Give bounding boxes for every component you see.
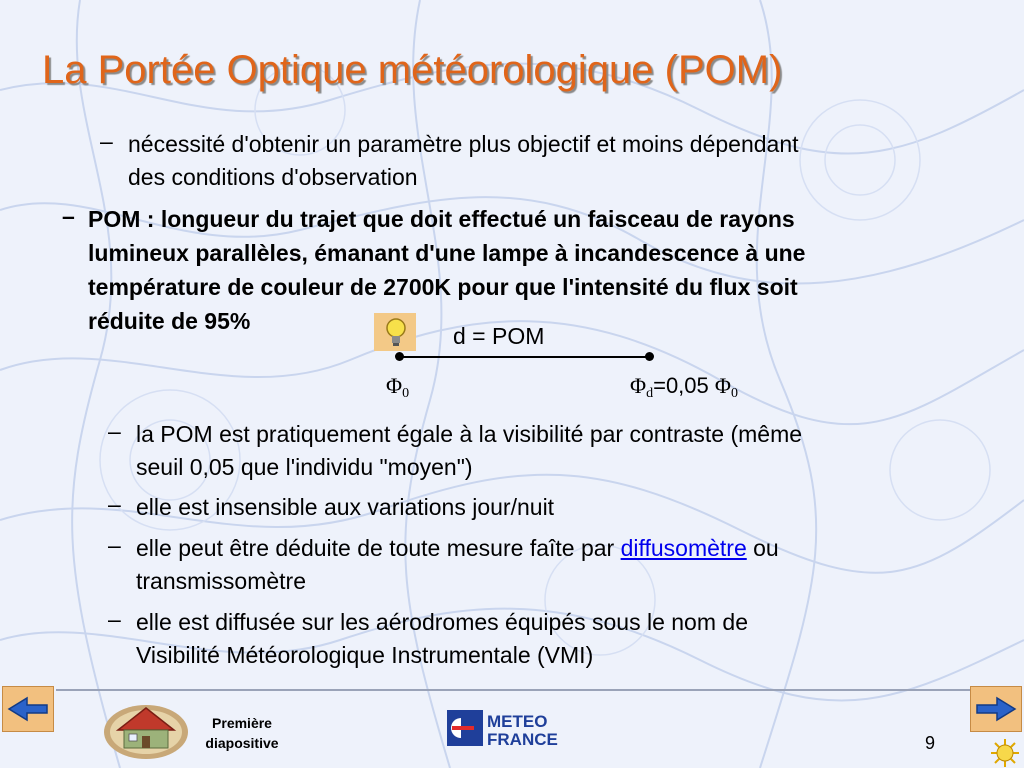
definition-line-1: POM : longueur du trajet que doit effectué un faisceau de rayons bbox=[88, 206, 795, 232]
svg-text:METEO: METEO bbox=[487, 712, 548, 731]
definition-line-3: température de couleur de 2700K pour que l'intensité du flux soit bbox=[88, 274, 798, 300]
bullet-6-line-1: elle est diffusée sur les aérodromes équipés sous le nom de bbox=[136, 609, 748, 635]
definition-line-4: réduite de 95% bbox=[88, 308, 251, 334]
bullet-1-line-2: des conditions d'observation bbox=[128, 164, 418, 190]
phi-zero-label: $\Phi_0$ bbox=[386, 373, 410, 401]
next-slide-button[interactable] bbox=[970, 686, 1022, 732]
bullet-6-line-2: Visibilité Météorologique Instrumentale (VMI) bbox=[136, 642, 594, 668]
page-number: 9 bbox=[925, 733, 936, 753]
bullet-dash: – bbox=[108, 491, 121, 517]
bullet-dash: – bbox=[108, 532, 121, 558]
previous-slide-button[interactable] bbox=[2, 686, 54, 732]
bullet-3-line-1: la POM est pratiquement égale à la visibilité par contraste (même bbox=[136, 421, 803, 447]
bullet-5-line-2: transmissomètre bbox=[136, 568, 306, 594]
meteo-france-logo bbox=[446, 708, 578, 748]
bullet-3-line-2: seuil 0,05 que l'individu "moyen") bbox=[136, 454, 473, 480]
bullet-dash: – bbox=[100, 128, 113, 154]
phi-d-equation: $\Phi_d=0,05$ $\Phi_0$ bbox=[630, 373, 738, 401]
bullet-dash: – bbox=[62, 203, 75, 229]
slide-title: La Portée Optique météorologique (POM) bbox=[42, 48, 783, 92]
diffusometre-link[interactable]: diffusomètre bbox=[620, 535, 747, 561]
light-path-line bbox=[400, 356, 650, 358]
bullet-1-line-1: nécessité d'obtenir un paramètre plus objectif et moins dépendant bbox=[128, 131, 799, 157]
definition-line-2: lumineux parallèles, émanant d'une lampe à incandescence à une bbox=[88, 240, 806, 266]
house-icon[interactable] bbox=[102, 698, 190, 760]
bullet-5-line-1: elle peut être déduite de toute mesure faîte par diffusomètre ou bbox=[136, 535, 779, 561]
first-slide-link[interactable]: Première diapositive bbox=[205, 715, 279, 751]
footer-divider bbox=[56, 689, 970, 691]
svg-text:FRANCE: FRANCE bbox=[487, 730, 558, 748]
lightbulb-icon[interactable] bbox=[374, 313, 416, 351]
forward-arrow-icon bbox=[971, 687, 1021, 731]
bullet-4-line-1: elle est insensible aux variations jour/nuit bbox=[136, 494, 555, 520]
target-point bbox=[645, 352, 654, 361]
back-arrow-icon bbox=[3, 687, 53, 731]
bullet-dash: – bbox=[108, 606, 121, 632]
distance-label: d = POM bbox=[453, 323, 545, 349]
sun-icon bbox=[990, 738, 1020, 768]
bullet-dash: – bbox=[108, 418, 121, 444]
